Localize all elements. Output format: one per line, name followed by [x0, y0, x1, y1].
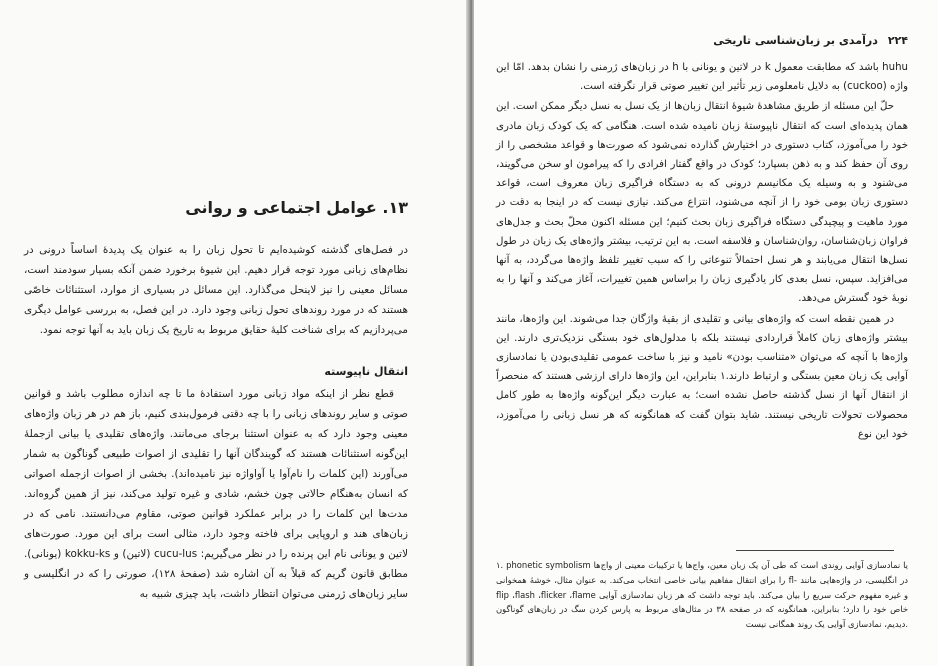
right-page-body — [496, 58, 908, 445]
left-page — [0, 0, 468, 666]
paragraph-1: huhu باشد که مطابقت معمول k در لاتین و یونانی با h در زبان‌های ژرمنی را نشان بدهد. امّا این واژه (cuckoo) به دلایل نامعلومی زیر تأثیر این تغییر صوتی قرار نگرفته است. — [496, 62, 908, 93]
intro-paragraph: در فصل‌های گذشته کوشیده‌ایم تا تحول زبان را به عنوان یک پدیدهٔ اساساً درونی در نظام‌های زبانی مورد توجه قرار دهیم. این شیوهٔ برخورد ضمن آنکه بسیار سودمند است، مسائل معینی را نیز لاینحل می‌گذارد. این مسائل در بسیاری از موارد، استثنائات خاصّی هستند که در مورد روندهای تحول زبانی وجود دارد. در این فصل، به بررسی عوامل دیگری می‌پردازیم که برای شناخت کلیهٔ حقایق مربوط به تاریخ یک زبان باید به آنها توجه نمود. — [24, 244, 408, 336]
body-paragraph: قطع نظر از اینکه مواد زبانی مورد استفادهٔ ما تا چه اندازه مطلوب باشد و قوانین صوتی و سایر روندهای زبانی را با چه دقتی فرمول‌بندی کنیم، باز هم در هر زبان واژه‌های معینی وجود دارد که به عنوان استثنا برجای می‌مانند. واژه‌های تقلیدی یا بیانی ازجملهٔ این‌گونه استثنائات هستند که گویندگان آنها را تقلیدی از اصوات طبیعی گوناگون به شمار می‌آورند (این کلمات را نام‌آوا یا آواواژه نیز نامیده‌اند). بخشی از اصوات ازجمله اصواتی که انسان به‌هنگام حالاتی چون خشم، شادی و غیره تولید می‌کند، نیز از همین گروه‌اند. مدت‌ها این کلمات را در برابر عملکرد قوانین صوتی، مقاوم می‌دانستند. نامی که در زبان‌های هند و اروپایی برای فاخته وجود دارد، مثالی است برای این مورد. صورت‌های لاتین و یونانی نام این پرنده را در نظر می‌گیریم: cucu-lus (لاتین) و kokku-ks (یونانی). مطابق قانون گریم که قبلاً به آن اشاره شد (صفحهٔ ۱۲۸)، صورتی را که در انگلیسی و سایر زبان‌های ژرمنی می‌توان انتظار داشت، باید چیزی شبیه به — [24, 388, 408, 600]
subheading-discontinuous-transmission: انتقال ناپیوسته — [324, 365, 408, 378]
paragraph-3: در همین نقطه است که واژه‌های بیانی و تقلیدی از بقیهٔ واژگان جدا می‌شوند. این واژه‌ها، مانند بیشتر واژه‌های زبان کاملاً قراردادی نیستند بلکه با مدلول‌های خود بستگی نزدیک‌تری دارند. این واژه‌ها با آنچه که می‌توان «متناسب بودن» نامید و نیز با ساخت عمومی تقلیدی‌بودن یا نمادسازی آوایی یک زبان معین بستگی و ارتباط دارند.۱ بنابراین، این واژه‌ها دارای ارزشی هستند که منحصراً از انتقال آنها از نسل گذشته حاصل نشده است؛ به عبارت دیگر این‌گونه واژه‌ها به طور کامل محصولات تحولات تاریخی نیستند. شاید بتوان گفت که همانگونه که هر نسل زبانی را می‌آموزد، خود این نوع — [496, 313, 908, 440]
section-title: ۱۳. عوامل اجتماعی و روانی — [185, 198, 408, 217]
paragraph-2: حلّ این مسئله از طریق مشاهدهٔ شیوهٔ انتقال زبان‌ها از یک نسل به نسل دیگر ممکن است. این همان پدیده‌ای است که انتقال ناپیوستهٔ زبان نامیده شده است. هنگامی که یک کودک زبان مادری خود را می‌آموزد، کتاب دستوری در اختیارش گذارده نمی‌شود که صورت‌ها و قواعد مشخصی را از روی آن حفظ کند و به ذهن بسپارد؛ کودک در واقع گفتار افرادی را که پیرامون او سخن می‌گویند، می‌شنود و به وسیله یک مکانیسم درونی که به دستگاه فراگیری زبان معروف است، قواعد دستوری زبان بومی خود را از آنچه می‌شنود، انتزاع می‌کند. نیازی نیست که در اینجا به دقت در مورد ماهیت و پیچیدگی دستگاه فراگیری زبان بحث کنیم؛ این مسئله اکنون محلّ بحث و جدل‌های فراوان زبان‌شناسان، روان‌شناسان و فلاسفه است. به این ترتیب، بیشتر واژه‌های یک زبان در طول نسل‌ها انتقال می‌یابند و هر نسل احتمالاً تنوعاتی را که سبب تغییر تلفظ واژه‌ها می‌گردد، به آنها می‌افزاید. سپس، نسل بعدی کار یادگیری زبان را براساس همین تغییرات، آغاز می‌کند و آنها را به نوبهٔ خود گسترش می‌دهد. — [496, 101, 908, 305]
left-page-body — [24, 240, 408, 604]
running-head-title: درآمدی بر زبان‌شناسی تاریخی — [713, 34, 878, 47]
running-header — [534, 34, 908, 52]
page-number: ۲۲۴ — [887, 34, 908, 47]
footnote: ۱. phonetic symbolism یا نمادسازی آوایی روندی است که طی آن یک زبان معین، واج‌ها یا ترکیبات معینی از واج‌ها را برای انتقال مفاهیم بیانی خاصی انتخاب می‌کند. به عنوان مثال، خوشهٔ همخوانی fl- در انگلیسی، در واژه‌هایی مانند flip ،flash ،flicker ،flame و غیره مفهوم حرکت سریع را بیان می‌کند. باید توجه داشت که هر زبان نمادسازی آوایی خاص خود را دارد؛ بنابراین، همانگونه که در صفحه ۳۸ در مثال‌های مربوط به پارس کردن سگ در زبان‌های گوناگون دیدیم، نمادسازی آوایی یک روند همگانی نیست. — [496, 560, 909, 630]
footnote-divider — [736, 550, 894, 551]
right-page — [474, 0, 938, 666]
